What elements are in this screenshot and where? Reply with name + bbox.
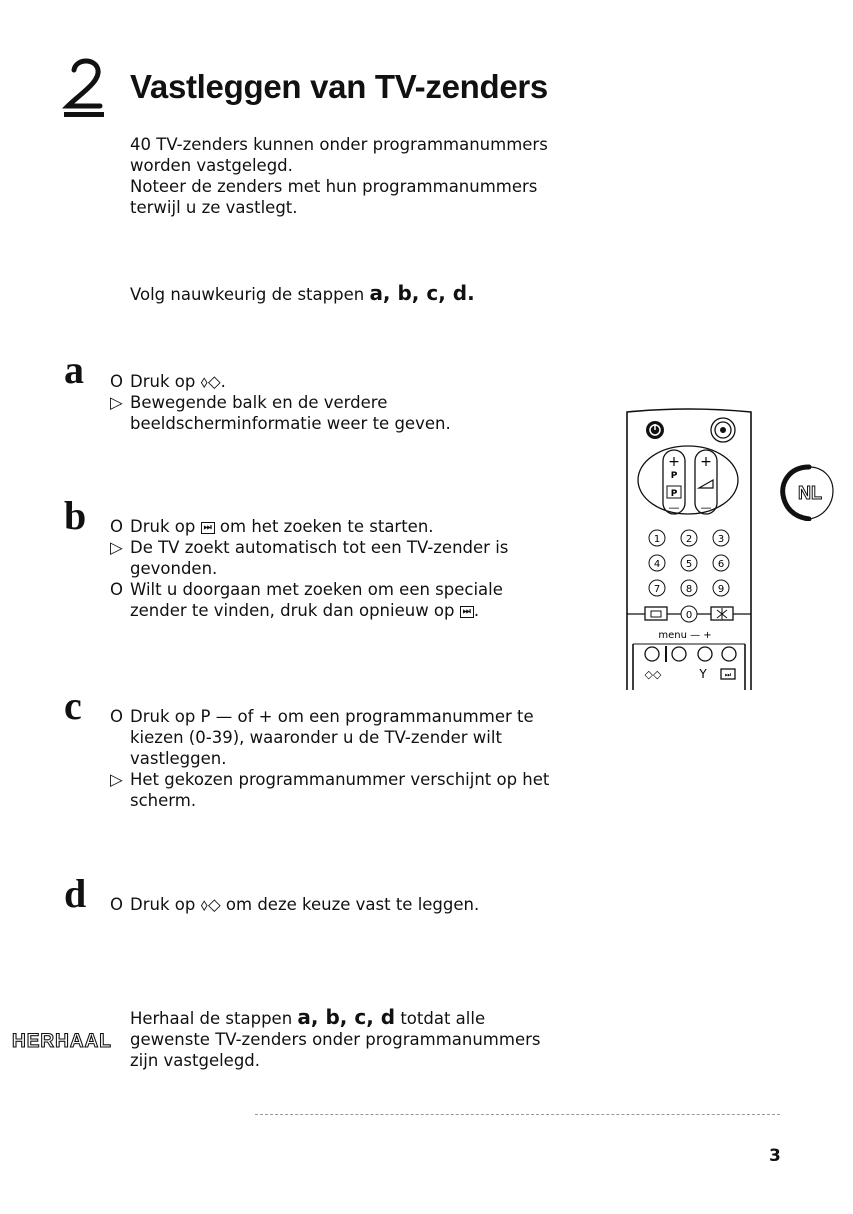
scan-divider (255, 1114, 780, 1116)
step-a-text: O Druk op ⬨◇. ▷ Bewegende balk en de verdere beeldscherminformatie weer te geven. (110, 372, 451, 433)
svg-text:P: P (670, 489, 678, 499)
svg-text:6: 6 (717, 559, 725, 570)
svg-text:◇◇: ◇◇ (644, 668, 662, 681)
power-icon (646, 421, 664, 439)
volume-plus-icon: + (700, 454, 712, 470)
remote-control-illustration (625, 408, 753, 690)
search-key-icon: ⏭ (724, 671, 732, 679)
chapter-number (60, 52, 110, 124)
svg-text:4: 4 (653, 559, 661, 570)
step-c-text: O Druk op P — of + om een programmanummer te kiezen (0-39), waaronder u de TV-zender wilt vastleggen. ▷ Het gekozen programmanummer verschijnt op het scherm. (110, 707, 550, 810)
svg-text:7: 7 (653, 584, 661, 595)
herhaal-label: HERHAAL (12, 1031, 112, 1052)
program-minus-icon: — (668, 501, 680, 514)
step-c-letter: c (64, 683, 82, 728)
volume-minus-icon: — (700, 501, 712, 514)
volume-icon (699, 480, 713, 488)
svg-text:P: P (670, 471, 678, 481)
antenna-icon: Y (699, 667, 707, 681)
page-number: 3 (769, 1146, 781, 1166)
step-b-letter: b (64, 493, 87, 538)
step-d-text: O Druk op ⬨◇ om deze keuze vast te leggen. (110, 895, 480, 914)
svg-text:8: 8 (685, 584, 693, 595)
language-badge (779, 463, 835, 521)
search-key-icon: ⏭ (201, 522, 215, 534)
svg-text:1: 1 (653, 534, 661, 545)
search-key-icon: ⏭ (460, 606, 474, 618)
program-plus-icon: + (668, 454, 680, 470)
svg-text:0: 0 (685, 610, 693, 621)
svg-text:9: 9 (717, 584, 725, 595)
step-a-letter: a (64, 347, 84, 392)
svg-text:NL: NL (798, 483, 822, 503)
svg-text:2: 2 (685, 534, 693, 545)
step-b-text: O Druk op ⏭ om het zoeken te starten. ▷ De TV zoekt automatisch tot een TV-zender is gevonden. O Wilt u doorgaan met zoeken om een speciale zender te vinden, druk dan opnieuw op ⏭ . (110, 517, 509, 620)
menu-label: menu — + (658, 630, 712, 641)
repeat-text: Herhaal de stappen a, b, c, d totdat alle gewenste TV-zenders onder programmanummers zijn vastgelegd. (130, 1005, 541, 1070)
intro-text: 40 TV-zenders kunnen onder programmanummers worden vastgelegd. Noteer de zenders met hun programmanummers terwijl u ze vastlegt. (130, 135, 548, 217)
page-title: Vastleggen van TV-zenders (130, 68, 548, 105)
instruction: Volg nauwkeurig de stappen a, b, c, d. (130, 281, 475, 305)
svg-text:5: 5 (685, 559, 693, 570)
svg-text:3: 3 (717, 534, 725, 545)
standby-icon (711, 418, 735, 442)
step-d-letter: d (64, 871, 87, 916)
